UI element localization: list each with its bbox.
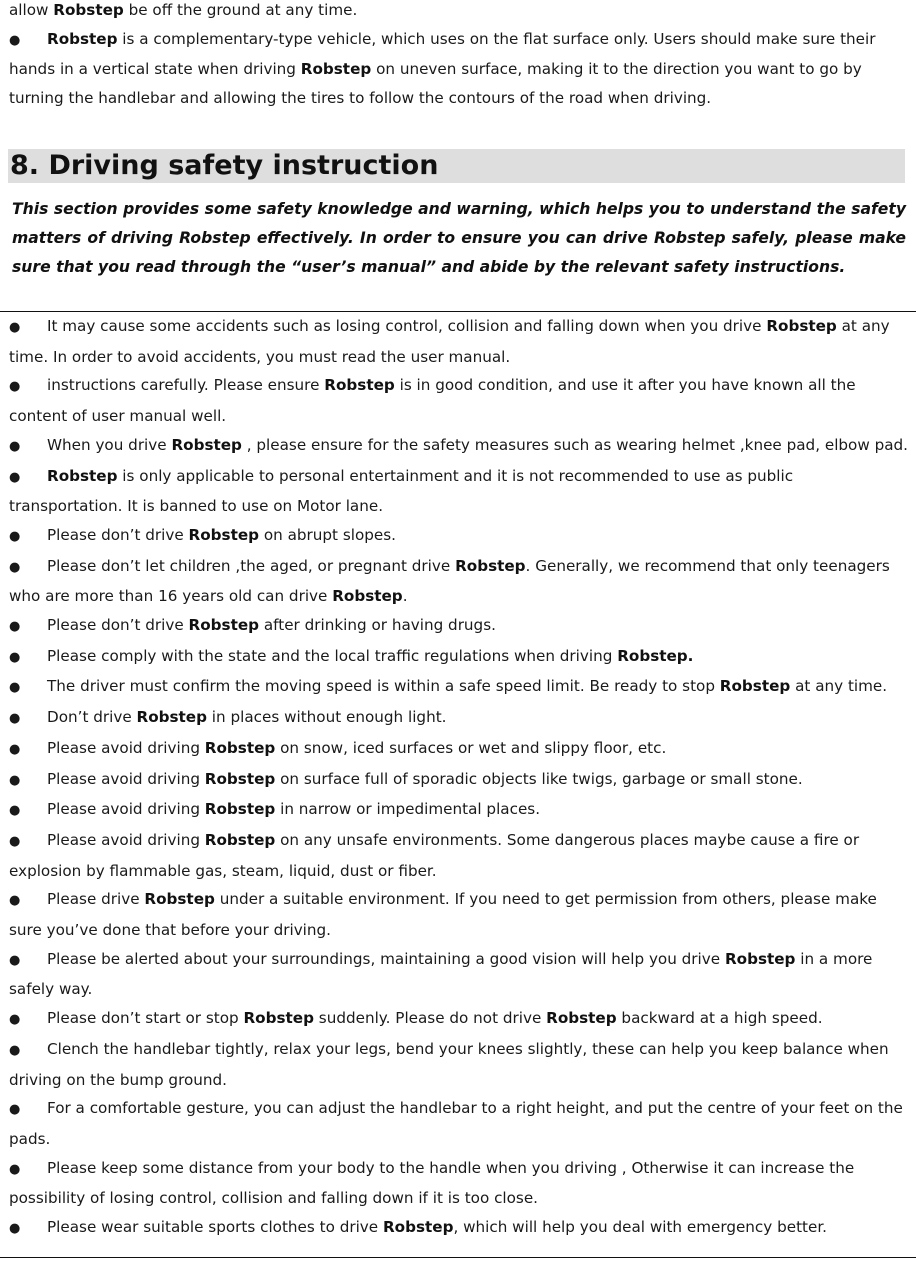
text-run: instructions carefully. Please ensure — [47, 376, 325, 395]
divider-bottom — [0, 1257, 916, 1258]
text-run: Please avoid driving — [47, 738, 205, 757]
product-name: Robstep — [204, 830, 276, 849]
safety-instruction-list — [0, 312, 916, 1244]
section-heading: 8. Driving safety instruction — [8, 149, 905, 183]
bullet-icon: ● — [9, 803, 21, 819]
product-name: Robstep. — [617, 646, 694, 665]
bullet-icon: ● — [9, 1221, 21, 1237]
list-item — [0, 371, 916, 430]
text-run: Please avoid driving — [47, 769, 205, 788]
text-run: . Generally, we recommend that only teenagers who are more than 16 years old can drive — [9, 556, 890, 606]
bullet-icon: ● — [9, 559, 21, 575]
list-item — [0, 945, 916, 1004]
product-name: Robstep — [546, 1009, 617, 1028]
product-name: Robstep — [724, 949, 796, 968]
list-item — [0, 1035, 916, 1094]
text-run: is a complementary-type vehicle, which uses on the flat surface only. Users should make sure their hands in a vertical state when driving — [9, 29, 876, 79]
text-run: be off the ground at any time. — [123, 1, 358, 19]
text-run: . — [402, 587, 408, 606]
list-item — [0, 672, 916, 703]
product-name: Robstep — [171, 435, 242, 454]
product-name: Robstep — [766, 317, 837, 335]
product-name: Robstep — [300, 60, 372, 79]
text-run: backward at a high speed. — [616, 1009, 823, 1028]
intro-paragraph — [0, 0, 916, 25]
bullet-icon: ● — [9, 528, 21, 544]
text-run: at any time. In order to avoid accidents, you must read the user manual. — [9, 317, 890, 366]
bullet-icon: ● — [9, 1161, 21, 1177]
bullet-icon: ● — [9, 438, 21, 454]
list-item — [0, 552, 916, 611]
text-run: in narrow or impedimental places. — [275, 800, 541, 819]
text-run: Please comply with the state and the local traffic regulations when driving — [47, 646, 618, 665]
product-name: Robstep — [204, 800, 276, 819]
text-run: after drinking or having drugs. — [259, 616, 496, 635]
text-run: on snow, iced surfaces or wet and slippy floor, etc. — [275, 738, 667, 757]
product-name: Robstep — [204, 769, 276, 788]
bullet-icon: ● — [9, 680, 21, 696]
text-run: When you drive — [47, 435, 172, 454]
bullet-icon: ● — [9, 711, 21, 727]
list-item — [0, 1094, 916, 1153]
bullet-icon: ● — [9, 893, 21, 909]
text-run: suddenly. Please do not drive — [313, 1009, 547, 1028]
product-name: Robstep — [47, 29, 118, 48]
list-item — [0, 1154, 916, 1213]
product-name: Robstep — [455, 556, 526, 575]
bullet-icon: ● — [9, 1042, 21, 1058]
list-item — [0, 312, 916, 371]
list-item — [0, 1004, 916, 1035]
product-name: Robstep — [188, 525, 260, 544]
text-run: , which will help you deal with emergency better. — [453, 1218, 828, 1237]
bullet-icon: ● — [9, 649, 21, 665]
list-item — [0, 765, 916, 796]
text-run: Please don’t start or stop — [47, 1009, 244, 1028]
list-item — [0, 1213, 916, 1244]
list-item — [0, 611, 916, 642]
bullet-icon: ● — [9, 32, 21, 48]
list-item — [0, 734, 916, 765]
text-run: on any unsafe environments. Some dangerous places maybe cause a fire or explosion by flammable gas, steam, liquid, dust or fiber. — [9, 830, 860, 880]
list-item — [0, 521, 916, 552]
product-name: Robstep — [47, 466, 118, 485]
text-run: Please don’t let children ,the aged, or pregnant drive — [47, 556, 456, 575]
list-item — [0, 795, 916, 826]
product-name: Robstep — [324, 376, 395, 395]
text-run: on surface full of sporadic objects like twigs, garbage or small stone. — [275, 769, 803, 788]
product-name: Robstep — [382, 1218, 454, 1237]
text-run: It may cause some accidents such as losing control, collision and falling down when you drive — [47, 317, 767, 335]
bullet-icon: ● — [9, 741, 21, 757]
product-name: Robstep — [188, 616, 260, 635]
list-item — [0, 885, 916, 944]
bullet-icon: ● — [9, 772, 21, 788]
bullet-icon: ● — [9, 320, 21, 335]
text-run: Clench the handlebar tightly, relax your legs, bend your knees slightly, these can help you keep balance when driving on the bump ground. — [9, 1039, 889, 1089]
product-name: Robstep — [243, 1009, 314, 1028]
text-run: allow — [9, 1, 54, 19]
text-run: at any time. — [790, 677, 888, 696]
text-run: Don’t drive — [47, 708, 137, 727]
product-name: Robstep — [332, 587, 403, 606]
text-run: Please don’t drive — [47, 616, 189, 635]
bullet-icon: ● — [9, 379, 21, 395]
product-name: Robstep — [204, 738, 276, 757]
bullet-icon: ● — [9, 952, 21, 968]
intro-text — [0, 0, 916, 112]
bullet-icon: ● — [9, 469, 21, 485]
text-run: on abrupt slopes. — [259, 525, 396, 544]
text-run: in places without enough light. — [206, 708, 447, 727]
text-run: Please drive — [47, 890, 145, 909]
section-intro: This section provides some safety knowledge and warning, which helps you to understand the safety matters of driving Robstep effectively. In order to ensure you can drive Robstep safely, please make sure that you read through the “user’s manual” and abide by the relevant safety instructions. — [12, 200, 906, 276]
text-run: Please avoid driving — [47, 830, 205, 849]
text-run: For a comfortable gesture, you can adjust the handlebar to a right height, and put the centre of your feet on the pads. — [9, 1099, 903, 1148]
list-item — [0, 462, 916, 521]
text-run: The driver must confirm the moving speed is within a safe speed limit. Be ready to stop — [47, 677, 720, 696]
text-run: , please ensure for the safety measures such as wearing helmet ,knee pad, elbow pad. — [241, 435, 909, 454]
text-run: Please wear suitable sports clothes to drive — [47, 1218, 383, 1237]
list-item — [0, 703, 916, 734]
text-run: is only applicable to personal entertainment and it is not recommended to use as public transportation. It is banned to use on Motor lane. — [9, 466, 794, 516]
bullet-icon: ● — [9, 833, 21, 849]
product-name: Robstep — [136, 708, 207, 727]
text-run: Please avoid driving — [47, 800, 205, 819]
list-item — [0, 431, 916, 462]
bullet-icon: ● — [9, 1102, 21, 1118]
text-run: Please keep some distance from your body to the handle when you driving , Otherwise it can increase the possibility of losing control, collision and falling down if it is too close. — [9, 1158, 855, 1208]
intro-paragraph — [0, 25, 916, 113]
text-run: on uneven surface, making it to the direction you want to go by turning the handlebar and allowing the tires to follow the contours of the road when driving. — [9, 60, 862, 107]
text-run: Please don’t drive — [47, 525, 189, 544]
text-run: under a suitable environment. If you need to get permission from others, please make sure you’ve done that before your driving. — [9, 890, 877, 940]
product-name: Robstep — [144, 890, 215, 909]
list-item — [0, 642, 916, 673]
text-run: Please be alerted about your surroundings, maintaining a good vision will help you drive — [47, 949, 725, 968]
product-name: Robstep — [719, 677, 791, 696]
text-run: in a more safely way. — [9, 949, 873, 999]
bullet-icon: ● — [9, 1012, 21, 1028]
text-run: is in good condition, and use it after you have known all the content of user manual well. — [9, 376, 856, 426]
bullet-icon: ● — [9, 619, 21, 635]
product-name: Robstep — [53, 1, 124, 19]
list-item — [0, 826, 916, 885]
